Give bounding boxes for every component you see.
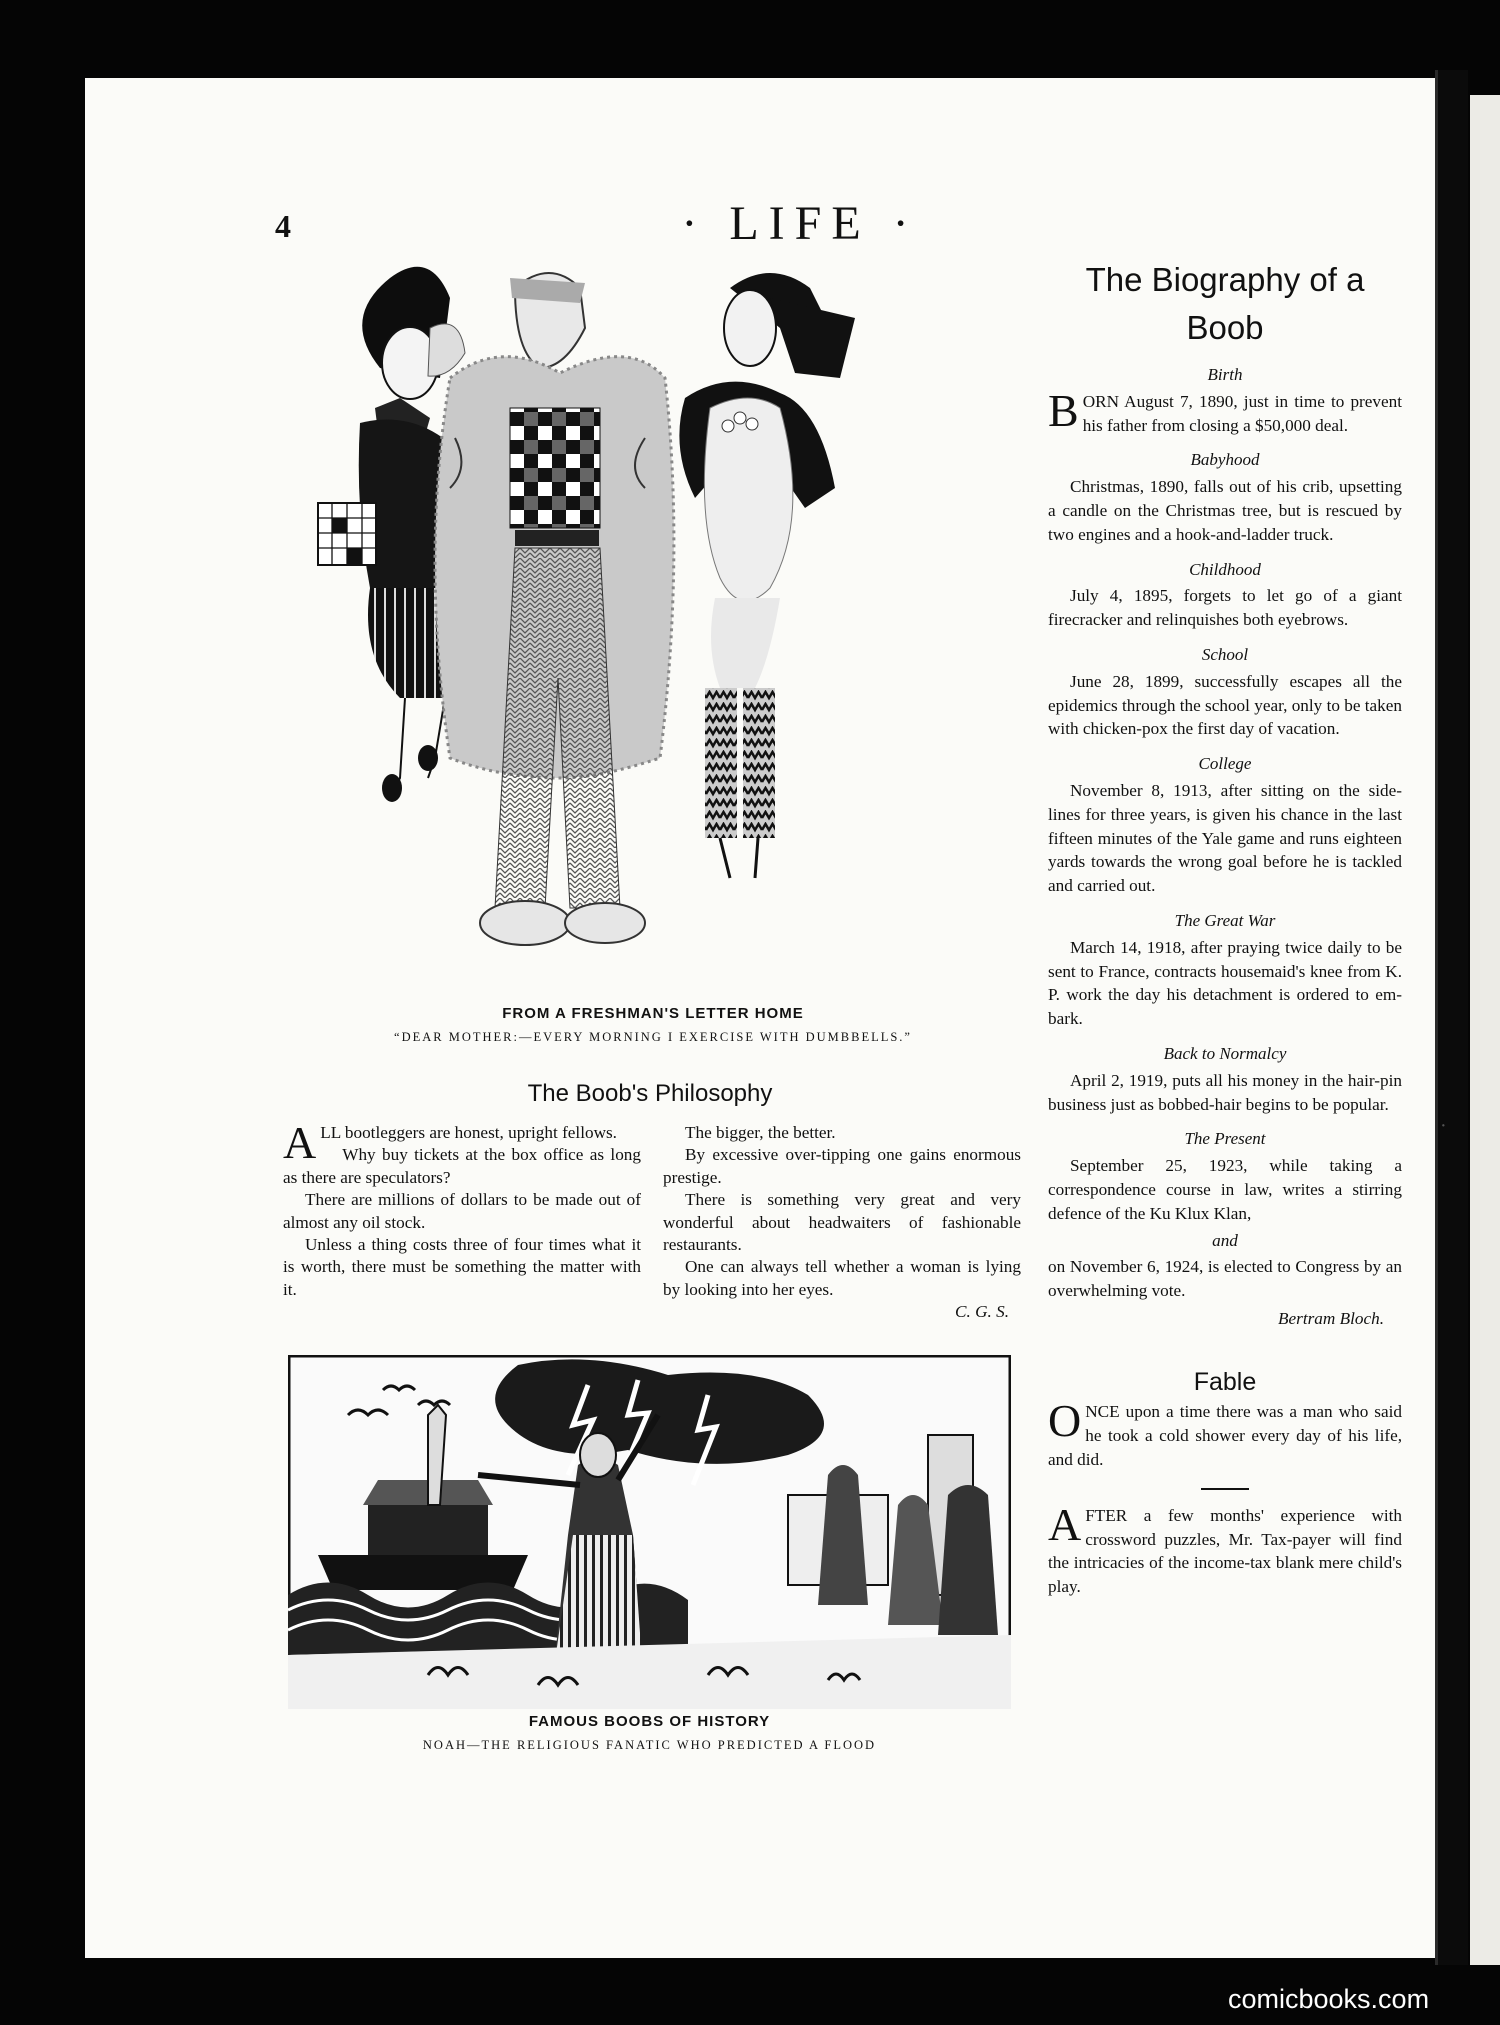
caption-title: FAMOUS BOOBS OF HISTORY bbox=[528, 1713, 771, 1730]
philosophy-column-2 bbox=[663, 1122, 1021, 1324]
masthead-life: · LIFE · bbox=[681, 197, 919, 250]
section-paragraph: March 14, 1918, after praying twice daily to be sent to France, contracts housemaid's knee from K. P. work the day his detachment is ordered to em-bark. bbox=[1048, 937, 1402, 1029]
page-number: 4 bbox=[275, 208, 291, 244]
middle-man-figure bbox=[435, 273, 674, 945]
margin-mark: · bbox=[1440, 1115, 1447, 1137]
section-paragraph: November 8, 1913, after sitting on the side-lines for three years, is given his chance in the last fifteen minutes of the Yale game and runs eighteen yards towards the wrong goal before he is tackled and carried out. bbox=[1048, 780, 1402, 896]
after-paragraph: AFTER a few months' experience with crossword puzzles, Mr. Tax-payer will find the intricacies of the income-tax blank mere child's play. bbox=[1048, 1498, 1402, 1597]
freshman-cartoon-illustration bbox=[300, 258, 1006, 1000]
section-paragraph: July 4, 1895, forgets to let go of a giant firecracker and relinquishes both eyebrows. bbox=[1048, 586, 1402, 630]
section-heading: School bbox=[1201, 644, 1249, 664]
page-gutter-edge bbox=[1435, 70, 1468, 1965]
noah-cartoon-caption bbox=[288, 1713, 1011, 1753]
biography-column bbox=[1048, 256, 1402, 1599]
philosophy-paragraph: The bigger, the better. bbox=[685, 1123, 836, 1142]
section-paragraph: September 25, 1923, while taking a correspondence course in law, writes a stirring defence of the Ku Klux Klan, bbox=[1048, 1156, 1402, 1223]
section-heading: The Present bbox=[1184, 1129, 1266, 1149]
philosophy-paragraph: By excessive over-tipping one gains enormous prestige. bbox=[663, 1145, 1021, 1187]
drop-cap: B bbox=[1048, 384, 1079, 436]
philosophy-title: The Boob's Philosophy bbox=[527, 1080, 773, 1107]
philosophy-paragraph: Unless a thing costs three of four times what it is worth, there must be something the matter with it. bbox=[283, 1235, 641, 1299]
noah-woodcut-illustration bbox=[288, 1355, 1011, 1709]
and-connector: and bbox=[1212, 1230, 1238, 1250]
watermark-text: comicbooks.com bbox=[1228, 1984, 1430, 2014]
divider-rule bbox=[1201, 1488, 1249, 1490]
section-heading: Birth bbox=[1207, 365, 1243, 384]
fable-title: Fable bbox=[1193, 1367, 1257, 1396]
fable-paragraph: ONCE upon a time there was a man who said he took a cold shower every day of his life, and did. bbox=[1048, 1395, 1402, 1470]
drop-cap: O bbox=[1048, 1395, 1082, 1447]
section-paragraph: April 2, 1919, puts all his money in the hair-pin business just as bobbed-hair begins to be popular. bbox=[1048, 1070, 1402, 1114]
section-paragraph: Christmas, 1890, falls out of his crib, upsetting a candle on the Christmas tree, but is rescued by two engines and a hook-and-ladder truck. bbox=[1048, 477, 1402, 544]
section-heading: Back to Normalcy bbox=[1163, 1043, 1287, 1063]
philosophy-paragraph: One can always tell whether a woman is lying by looking into her eyes. bbox=[663, 1257, 1021, 1299]
philosophy-paragraph: Why buy tickets at the box office as long as there are speculators? bbox=[283, 1145, 641, 1187]
section-heading: Babyhood bbox=[1190, 450, 1260, 470]
philosophy-paragraph: There is something very great and very wonderful about headwaiters of fashionable restaurants. bbox=[663, 1190, 1021, 1255]
caption-quote: “DEAR MOTHER:—EVERY MORNING I EXERCISE WITH DUMBBELLS.” bbox=[394, 1030, 912, 1044]
right-woman-figure bbox=[679, 273, 855, 878]
drop-cap: A bbox=[1048, 1498, 1082, 1550]
caption-subtitle: NOAH—THE RELIGIOUS FANATIC WHO PREDICTED A FLOOD bbox=[422, 1738, 877, 1752]
philosophy-column-1 bbox=[283, 1117, 641, 1324]
philosophy-paragraph: ALL bootleggers are honest, upright fellows. bbox=[283, 1117, 617, 1168]
philosophy-signature: C. G. S. bbox=[955, 1302, 1009, 1322]
freshman-cartoon-caption bbox=[300, 1005, 1006, 1045]
drop-cap: A bbox=[283, 1117, 317, 1168]
philosophy-paragraph: There are millions of dollars to be made out of almost any oil stock. bbox=[283, 1190, 641, 1232]
philosophy-article bbox=[283, 1117, 1021, 1324]
biography-author: Bertram Bloch. bbox=[1278, 1308, 1384, 1328]
biography-title: The Biography of a Boob bbox=[1085, 261, 1365, 346]
section-heading: The Great War bbox=[1174, 910, 1276, 930]
caption-title: FROM A FRESHMAN'S LETTER HOME bbox=[502, 1005, 804, 1022]
closing-paragraph: on November 6, 1924, is elected to Congress by an overwhelming vote. bbox=[1048, 1257, 1402, 1301]
section-paragraph: June 28, 1899, successfully escapes all the epidemics through the school year, only to be taken with chicken-pox the first day of vacation. bbox=[1048, 671, 1402, 739]
section-heading: College bbox=[1198, 754, 1252, 774]
section-heading: Childhood bbox=[1189, 559, 1261, 579]
section-paragraph: BORN August 7, 1890, just in time to prevent his father from closing a $50,000 deal. bbox=[1048, 384, 1402, 436]
facing-page-edge bbox=[1470, 95, 1500, 1965]
